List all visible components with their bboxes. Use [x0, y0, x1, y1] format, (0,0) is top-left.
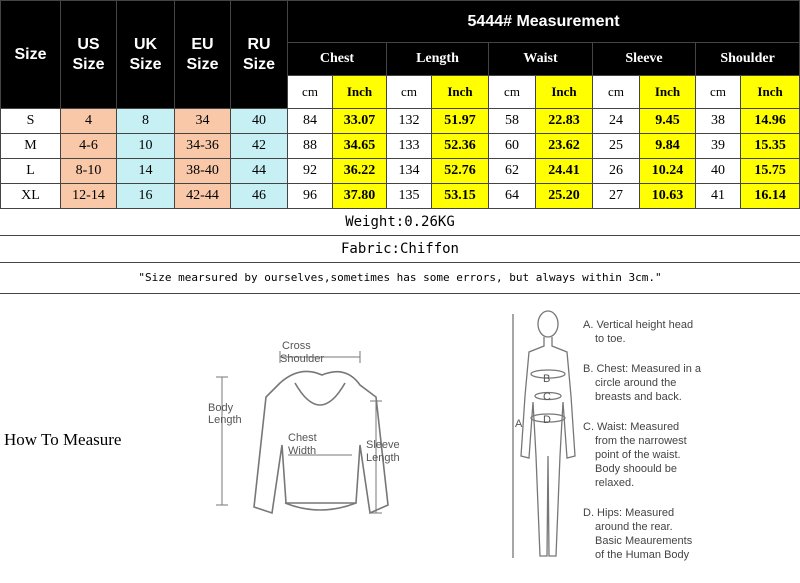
cell-inch: 15.75: [741, 159, 800, 184]
legend-line: B. Chest: Measured in a: [583, 363, 702, 375]
cell-cm: 38: [696, 109, 741, 134]
cell-inch: 51.97: [432, 109, 489, 134]
marker-d: D: [543, 414, 551, 426]
cell-cm: 27: [593, 184, 640, 209]
header-length: Length: [387, 43, 489, 76]
legend-line: point of the waist.: [595, 449, 681, 461]
legend-line: Body shoould be: [595, 463, 677, 475]
cell-cm: 64: [489, 184, 536, 209]
cell-cm: 26: [593, 159, 640, 184]
unit-cm-shoulder: cm: [696, 76, 741, 109]
weight-row: Weight:0.26KG: [0, 209, 800, 236]
cell-cm: 62: [489, 159, 536, 184]
cell-ru: 40: [231, 109, 288, 134]
cell-cm: 92: [288, 159, 333, 184]
unit-inch-length: Inch: [432, 76, 489, 109]
cell-us: 4-6: [61, 134, 117, 159]
body-length-label-2: Length: [208, 414, 242, 426]
cell-size: XL: [1, 184, 61, 209]
cell-inch: 22.83: [536, 109, 593, 134]
sleeve-length-label: Sleeve: [366, 439, 400, 451]
cell-size: M: [1, 134, 61, 159]
garment-measure-diagram: [200, 335, 440, 535]
header-uk: UK Size: [117, 1, 175, 109]
cell-inch: 36.22: [333, 159, 387, 184]
unit-cm-length: cm: [387, 76, 432, 109]
legend-line: around the rear.: [595, 521, 673, 533]
legend-line: circle around the: [595, 377, 677, 389]
body-length-label: Body: [208, 402, 234, 414]
cell-ru: 44: [231, 159, 288, 184]
cell-cm: 40: [696, 159, 741, 184]
unit-inch-chest: Inch: [333, 76, 387, 109]
header-us: US Size: [61, 1, 117, 109]
cell-eu: 38-40: [175, 159, 231, 184]
cell-cm: 134: [387, 159, 432, 184]
cell-uk: 10: [117, 134, 175, 159]
chest-width-label: Chest: [288, 432, 317, 444]
cell-inch: 25.20: [536, 184, 593, 209]
cell-inch: 15.35: [741, 134, 800, 159]
cell-inch: 52.76: [432, 159, 489, 184]
legend-line: from the narrowest: [595, 435, 687, 447]
cell-ru: 42: [231, 134, 288, 159]
cell-us: 12-14: [61, 184, 117, 209]
sleeve-length-label-2: Length: [366, 452, 400, 464]
cell-eu: 34: [175, 109, 231, 134]
cross-shoulder-label: Cross: [282, 340, 311, 352]
size-chart-table: [0, 0, 800, 209]
table-row: [1, 184, 800, 209]
header-sleeve: Sleeve: [593, 43, 696, 76]
legend-line: A. Vertical height head: [583, 319, 694, 331]
cell-inch: 52.36: [432, 134, 489, 159]
cell-inch: 10.63: [640, 184, 696, 209]
how-to-measure-title: How To Measure: [4, 430, 122, 449]
unit-cm-chest: cm: [288, 76, 333, 109]
cell-us: 4: [61, 109, 117, 134]
header-ru: RU Size: [231, 1, 288, 109]
unit-inch-waist: Inch: [536, 76, 593, 109]
cell-uk: 16: [117, 184, 175, 209]
cell-cm: 60: [489, 134, 536, 159]
legend-line: to toe.: [595, 333, 626, 345]
cell-ru: 46: [231, 184, 288, 209]
legend-line: relaxed.: [595, 477, 635, 489]
cell-cm: 25: [593, 134, 640, 159]
cell-inch: 23.62: [536, 134, 593, 159]
marker-a: A: [515, 418, 523, 430]
legend-line: C. Waist: Measured: [583, 421, 680, 433]
unit-cm-waist: cm: [489, 76, 536, 109]
unit-cm-sleeve: cm: [593, 76, 640, 109]
header-shoulder: Shoulder: [696, 43, 800, 76]
unit-inch-sleeve: Inch: [640, 76, 696, 109]
legend-line: breasts and back.: [595, 391, 682, 403]
header-chest: Chest: [288, 43, 387, 76]
cell-cm: 41: [696, 184, 741, 209]
cell-eu: 34-36: [175, 134, 231, 159]
cell-cm: 88: [288, 134, 333, 159]
cell-cm: 58: [489, 109, 536, 134]
disclaimer-note: "Size mearsured by ourselves,sometimes has some errors, but always within 3cm.": [0, 263, 800, 294]
cell-cm: 84: [288, 109, 333, 134]
cell-uk: 14: [117, 159, 175, 184]
cell-uk: 8: [117, 109, 175, 134]
cell-cm: 133: [387, 134, 432, 159]
cell-cm: 96: [288, 184, 333, 209]
cell-cm: 24: [593, 109, 640, 134]
table-row: [1, 159, 800, 184]
cell-inch: 9.45: [640, 109, 696, 134]
measurement-legend: [583, 319, 702, 561]
legend-line: of the Human Body: [595, 549, 690, 561]
header-waist: Waist: [489, 43, 593, 76]
cell-inch: 24.41: [536, 159, 593, 184]
legend-line: D. Hips: Measured: [583, 507, 675, 519]
cell-cm: 39: [696, 134, 741, 159]
marker-b: B: [543, 373, 551, 385]
cell-inch: 16.14: [741, 184, 800, 209]
chest-width-label-2: Width: [288, 445, 317, 457]
cell-inch: 37.80: [333, 184, 387, 209]
legend-line: Basic Meaurements: [595, 535, 693, 547]
header-eu: EU Size: [175, 1, 231, 109]
header-size: Size: [1, 1, 61, 109]
cell-inch: 10.24: [640, 159, 696, 184]
cell-inch: 33.07: [333, 109, 387, 134]
cell-cm: 135: [387, 184, 432, 209]
cell-cm: 132: [387, 109, 432, 134]
unit-inch-shoulder: Inch: [741, 76, 800, 109]
table-row: [1, 134, 800, 159]
cross-shoulder-label-2: Shoulder: [280, 353, 325, 365]
marker-c: C: [543, 391, 551, 403]
cell-inch: 34.65: [333, 134, 387, 159]
table-title: 5444# Measurement: [288, 1, 800, 43]
cell-us: 8-10: [61, 159, 117, 184]
cell-size: S: [1, 109, 61, 134]
table-row: [1, 109, 800, 134]
fabric-row: Fabric:Chiffon: [0, 236, 800, 263]
cell-inch: 14.96: [741, 109, 800, 134]
cell-inch: 9.84: [640, 134, 696, 159]
cell-eu: 42-44: [175, 184, 231, 209]
cell-size: L: [1, 159, 61, 184]
cell-inch: 53.15: [432, 184, 489, 209]
body-measure-diagram: [505, 306, 795, 576]
